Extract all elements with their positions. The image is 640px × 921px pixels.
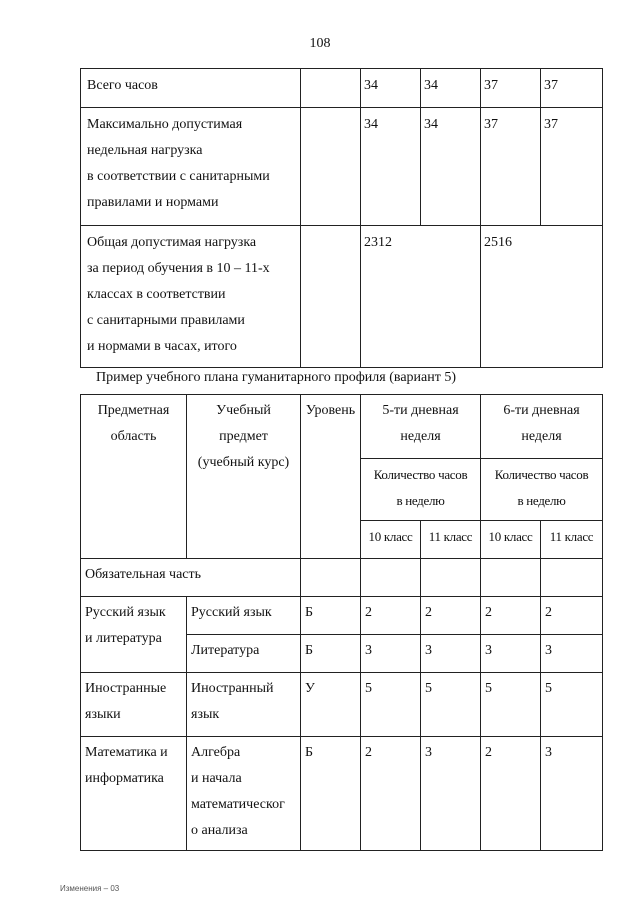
curriculum-table [80, 394, 603, 851]
level-cell: Б [301, 635, 361, 673]
section-row [81, 559, 603, 597]
header-line: неделя [400, 429, 441, 444]
hours-cell: 3 [361, 635, 421, 673]
subject-line: Иностранный [191, 681, 274, 696]
label-line: Всего часов [87, 78, 158, 93]
hours-cell: 3 [421, 635, 481, 673]
area-cell [81, 737, 187, 851]
area-line: информатика [85, 771, 164, 786]
header-hours-5 [361, 459, 481, 521]
value-cell: 2516 [481, 226, 603, 368]
page-number: 108 [309, 36, 331, 51]
value-cell: 34 [361, 69, 421, 108]
table-row [81, 108, 603, 226]
value-cell: 37 [541, 108, 603, 226]
subject-cell [187, 673, 301, 737]
value-cell: 34 [421, 108, 481, 226]
header-line: в неделю [517, 493, 566, 508]
label-line: Общая допустимая нагрузка [87, 235, 257, 250]
label-line: в соответствии с санитарными [87, 169, 270, 184]
subject-line: математическог [191, 797, 285, 812]
table-row [81, 597, 603, 635]
value-cell: 37 [541, 69, 603, 108]
area-line: Русский язык [85, 605, 166, 620]
header-line: 6-ти дневная [503, 403, 580, 418]
value-cell: 34 [421, 69, 481, 108]
header-grade: 11 класс [421, 521, 481, 559]
header-line: (учебный курс) [197, 455, 290, 470]
hours-cell: 3 [421, 737, 481, 851]
hours-cell: 5 [481, 673, 541, 737]
label-line: недельная нагрузка [87, 143, 203, 158]
subject-line: и начала [191, 771, 242, 786]
header-line: Количество часов [373, 467, 468, 482]
subject-line: язык [191, 707, 220, 722]
table-row [81, 226, 603, 368]
header-grade: 10 класс [361, 521, 421, 559]
label-line: классах в соответствии [87, 287, 226, 302]
label-line: с санитарными правилами [87, 313, 245, 328]
table-row [81, 69, 603, 108]
header-line: область [110, 429, 157, 444]
header-6-day-week [481, 395, 603, 459]
table-row [81, 673, 603, 737]
empty-cell [481, 559, 541, 597]
header-hours-6 [481, 459, 603, 521]
header-line: в неделю [396, 493, 445, 508]
level-cell: Б [301, 597, 361, 635]
row-label [81, 69, 301, 108]
label-line: правилами и нормами [87, 195, 219, 210]
subject-line: Алгебра [191, 745, 241, 760]
hours-cell: 2 [361, 737, 421, 851]
summary-table [80, 68, 603, 368]
area-line: Иностранные [85, 681, 167, 696]
header-grade: 11 класс [541, 521, 603, 559]
area-cell [81, 673, 187, 737]
page-footer: Изменения – 03 [60, 884, 120, 893]
value-cell: 2312 [361, 226, 481, 368]
hours-cell: 5 [361, 673, 421, 737]
value-cell: 37 [481, 69, 541, 108]
header-line: неделя [521, 429, 562, 444]
hours-cell: 2 [481, 737, 541, 851]
area-cell [81, 597, 187, 673]
subject-cell [187, 737, 301, 851]
subject-line: о анализа [191, 823, 248, 838]
area-line: Математика и [85, 745, 168, 760]
hours-cell: 2 [481, 597, 541, 635]
hours-cell: 3 [481, 635, 541, 673]
empty-cell [541, 559, 603, 597]
header-line: Количество часов [494, 467, 589, 482]
empty-cell [301, 226, 361, 368]
label-line: за период обучения в 10 – 11-х [87, 261, 270, 276]
hours-cell: 3 [541, 635, 603, 673]
level-cell: У [301, 673, 361, 737]
area-line: и литература [85, 631, 162, 646]
table-caption: Пример учебного плана гуманитарного профиля (вариант 5) [96, 370, 457, 385]
empty-cell [361, 559, 421, 597]
value-cell: 34 [361, 108, 421, 226]
header-line: предмет [219, 429, 268, 444]
header-level: Уровень [301, 395, 361, 559]
hours-cell: 3 [541, 737, 603, 851]
header-row [81, 395, 603, 459]
header-area [81, 395, 187, 559]
label-line: и нормами в часах, итого [87, 339, 237, 354]
empty-cell [301, 69, 361, 108]
area-line: языки [85, 707, 121, 722]
empty-cell [301, 559, 361, 597]
header-grade: 10 класс [481, 521, 541, 559]
row-label [81, 226, 301, 368]
hours-cell: 2 [361, 597, 421, 635]
header-line: Предметная [97, 403, 170, 418]
header-5-day-week [361, 395, 481, 459]
table-row [81, 737, 603, 851]
subject-cell: Русский язык [187, 597, 301, 635]
header-line: 5-ти дневная [382, 403, 459, 418]
value-cell: 37 [481, 108, 541, 226]
label-line: Максимально допустимая [87, 117, 243, 132]
mandatory-part-label: Обязательная часть [81, 559, 301, 597]
hours-cell: 5 [541, 673, 603, 737]
empty-cell [421, 559, 481, 597]
hours-cell: 2 [421, 597, 481, 635]
header-line: Учебный [216, 403, 271, 418]
level-cell: Б [301, 737, 361, 851]
subject-cell: Литература [187, 635, 301, 673]
hours-cell: 5 [421, 673, 481, 737]
header-subject [187, 395, 301, 559]
row-label [81, 108, 301, 226]
empty-cell [301, 108, 361, 226]
hours-cell: 2 [541, 597, 603, 635]
